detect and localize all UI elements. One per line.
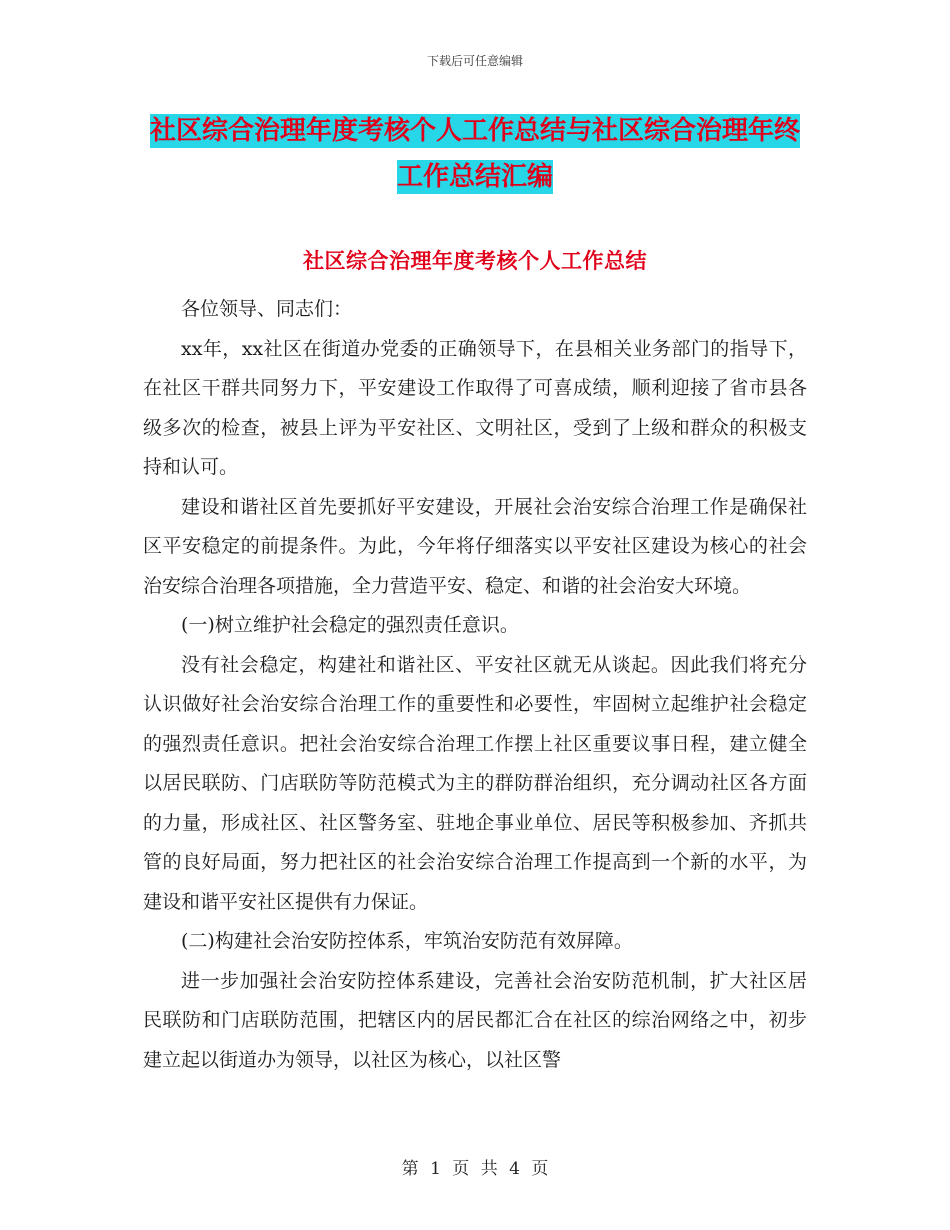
body-text — [143, 290, 807, 1080]
paragraph: 建设和谐社区首先要抓好平安建设，开展社会治安综合治理工作是确保社区平安稳定的前提条件。为此，今年将仔细落实以平安社区建设为核心的社会治安综合治理各项措施，全力营造平安、稳定、和谐的社会治安大环境。 — [143, 495, 807, 597]
section-title: 社区综合治理年度考核个人工作总结 — [303, 249, 647, 273]
header-note: 下载后可任意编辑 — [426, 54, 523, 68]
main-title — [140, 108, 810, 200]
paragraph-heading: (一)树立维护社会稳定的强烈责任意识。 — [181, 614, 519, 636]
main-title-text: 社区综合治理年度考核个人工作总结与社区综合治理年终工作总结汇编 — [149, 116, 800, 192]
paragraph: xx年，xx社区在街道办党委的正确领导下，在县相关业务部门的指导下，在社区干群共同努力下，平安建设工作取得了可喜成绩，顺利迎接了省市县各级多次的检查，被县上评为平安社区、文明社区，受到了上级和群众的积极支持和认可。 — [143, 337, 807, 478]
paragraph: 进一步加强社会治安防控体系建设，完善社会治安防范机制，扩大社区居民联防和门店联防范围，把辖区内的居民都汇合在社区的综治网络之中，初步建立起以街道办为领导，以社区为核心，以社区警 — [143, 969, 807, 1071]
paragraph: 没有社会稳定，构建社和谐社区、平安社区就无从谈起。因此我们将充分认识做好社会治安综合治理工作的重要性和必要性，牢固树立起维护社会稳定的强烈责任意识。把社会治安综合治理工作摆上社区重要议事日程，建立健全以居民联防、门店联防等防范模式为主的群防群治组织，充分调动社区各方面的力量，形成社区、社区警务室、驻地企事业单位、居民等积极参加、齐抓共管的良好局面，努力把社区的社会治安综合治理工作提高到一个新的水平，为建设和谐平安社区提供有力保证。 — [143, 653, 807, 913]
paragraph-heading: (二)构建社会治安防控体系，牢筑治安防范有效屏障。 — [181, 930, 633, 952]
paragraph-salutation: 各位领导、同志们： — [181, 298, 353, 320]
page-footer: 第 1 页 共 4 页 — [401, 1159, 549, 1179]
